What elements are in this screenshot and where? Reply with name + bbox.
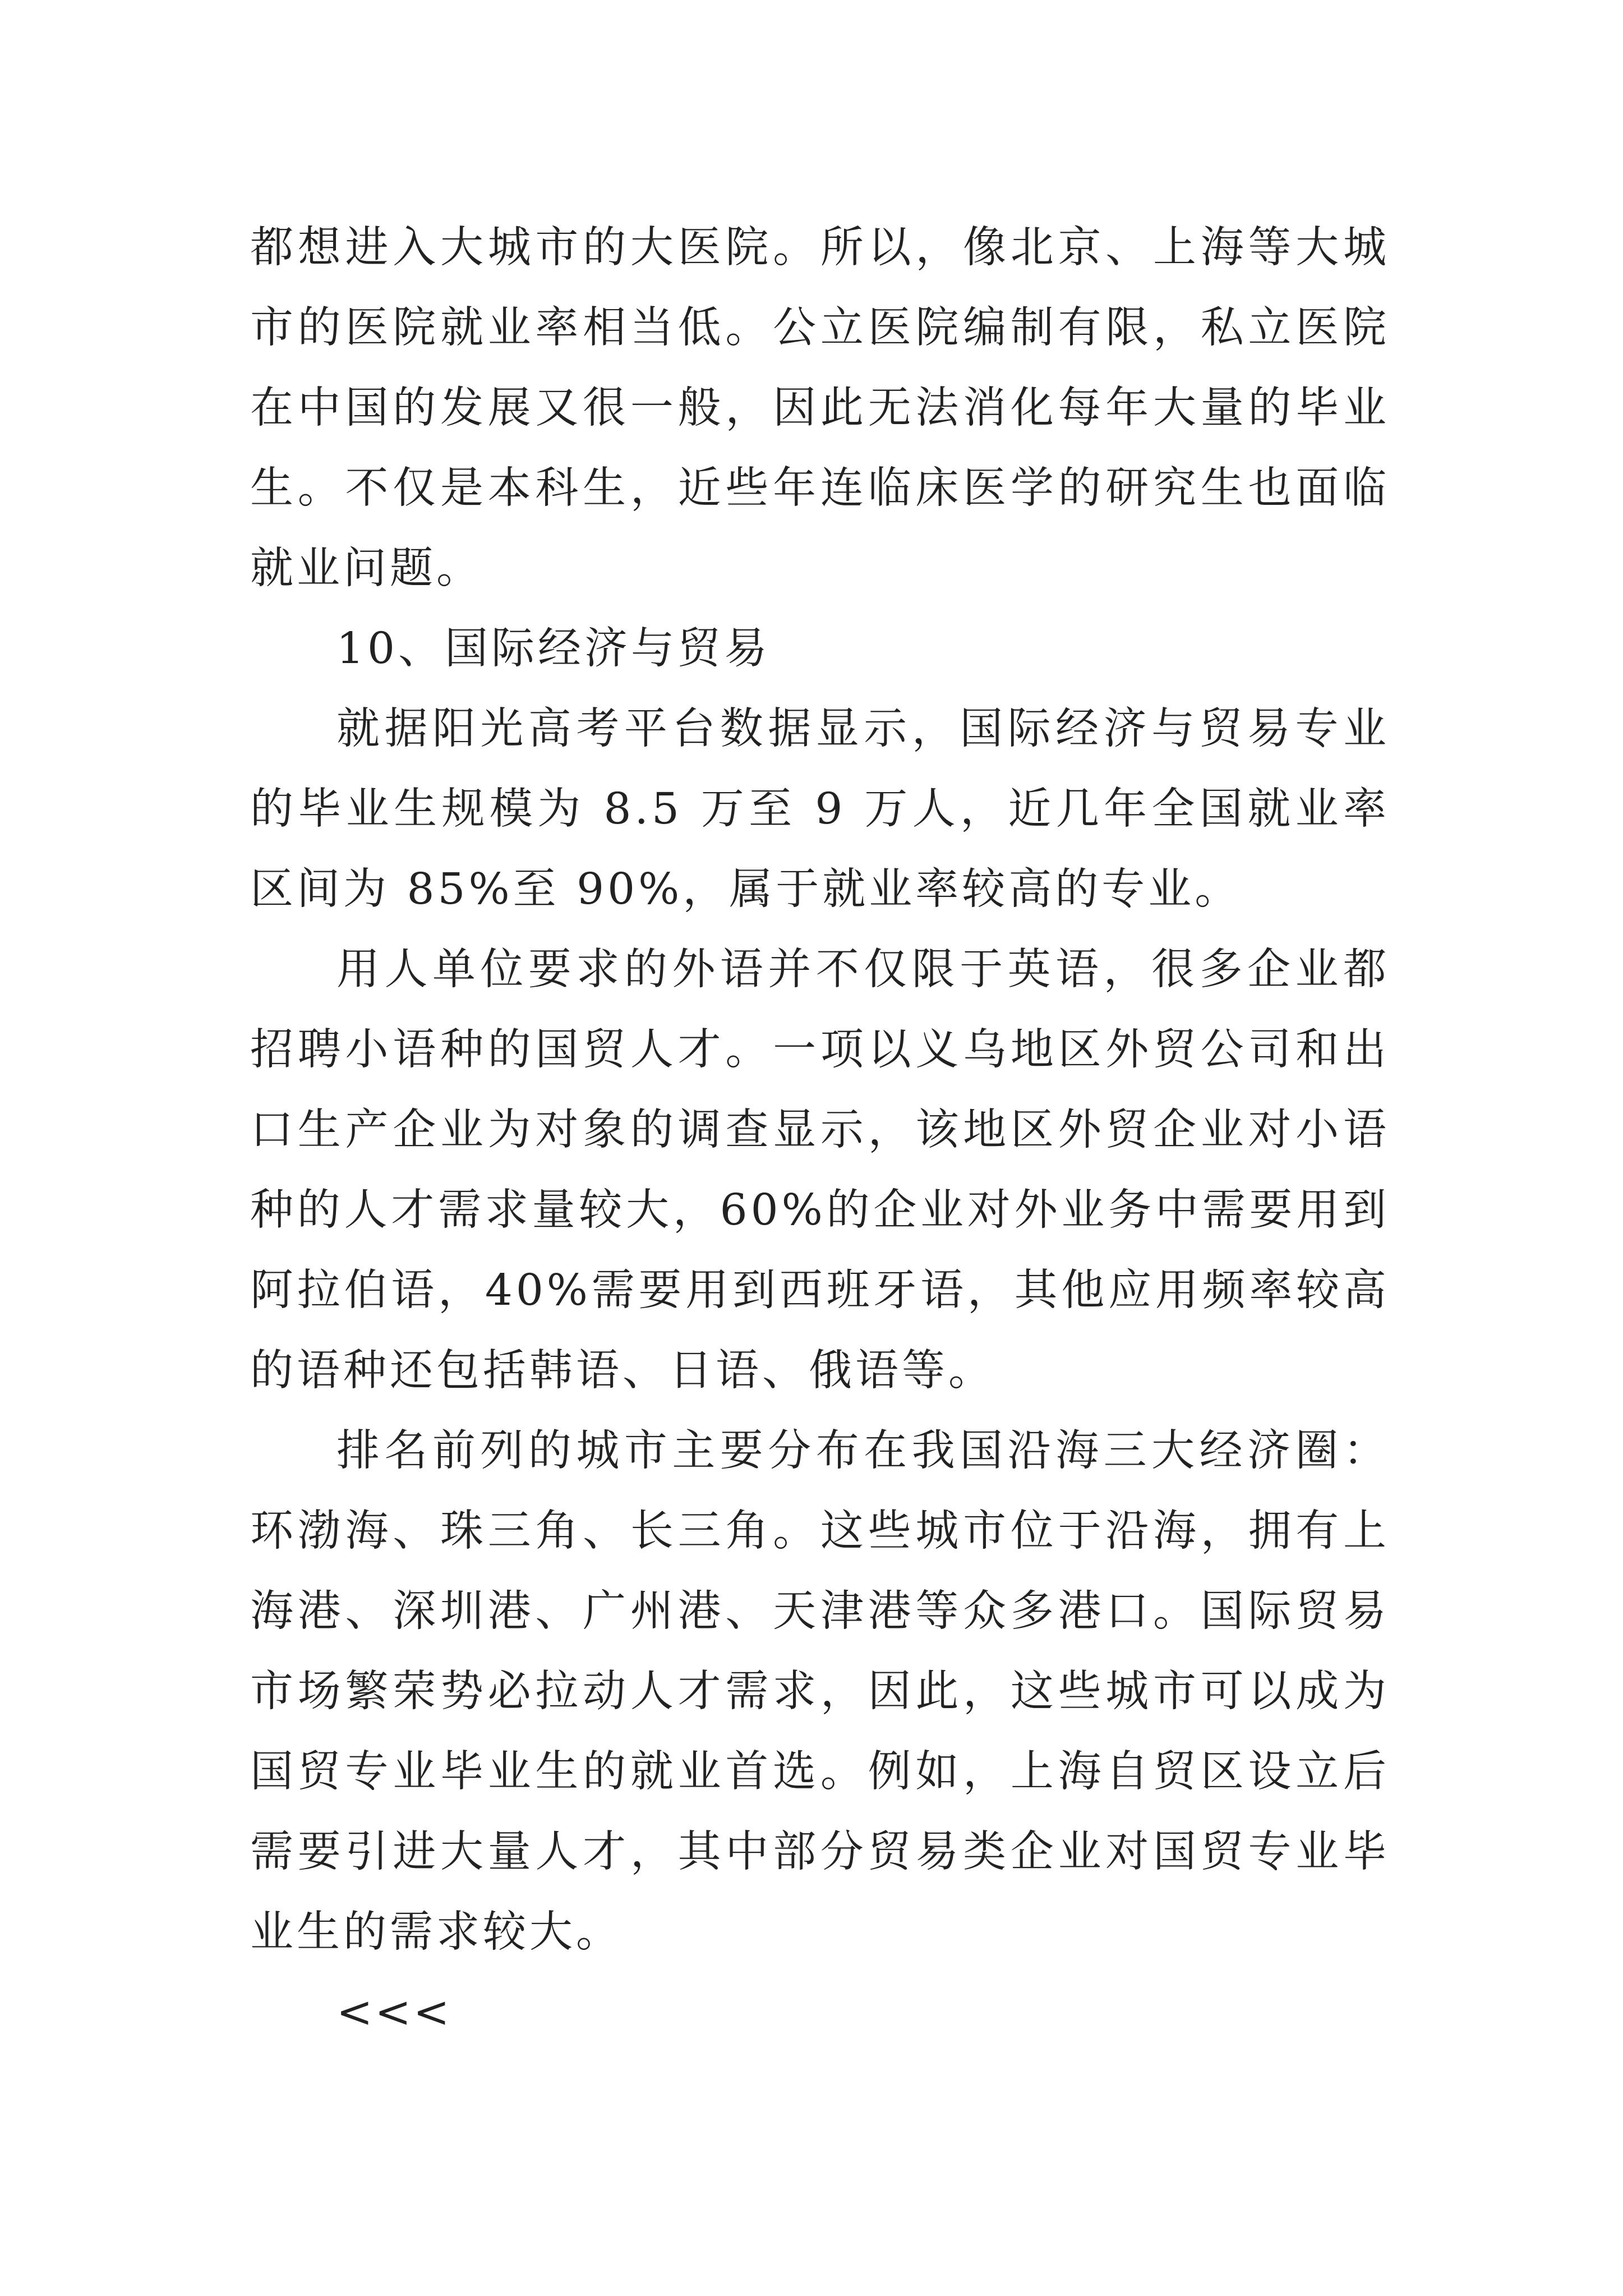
back-link[interactable]: <<< bbox=[336, 1987, 452, 2037]
paragraph-foreign-languages: 用人单位要求的外语并不仅限于英语，很多企业都招聘小语种的国贸人才。一项以义乌地区外贸公司和出口生产企业为对象的调查显示，该地区外贸企业对小语种的人才需求量较大，60%的企业对外业务中需要用到阿拉伯语，40%需要用到西班牙语，其他应用频率较高的语种还包括韩语、日语、俄语等。 bbox=[250, 945, 1390, 1396]
paragraph-coastal-cities: 排名前列的城市主要分布在我国沿海三大经济圈：环渤海、珠三角、长三角。这些城市位于沿海，拥有上海港、深圳港、广州港、天津港等众多港口。国际贸易市场繁荣势必拉动人才需求，因此，这些城市可以成为国贸专业毕业生的就业首选。例如，上海自贸区设立后需要引进大量人才，其中部分贸易类企业对国贸专业毕业生的需求较大。 bbox=[250, 1426, 1390, 1957]
paragraph-employment-stats: 就据阳光高考平台数据显示，国际经济与贸易专业的毕业生规模为 8.5 万至 9 万人，近几年全国就业率区间为 85%至 90%，属于就业率较高的专业。 bbox=[250, 704, 1390, 914]
paragraph-continuation: 都想进入大城市的大医院。所以，像北京、上海等大城市的医院就业率相当低。公立医院编制有限，私立医院在中国的发展又很一般，因此无法消化每年大量的毕业生。不仅是本科生，近些年连临床医学的研究生也面临就业问题。 bbox=[250, 223, 1390, 593]
document-body bbox=[250, 208, 1390, 2053]
section-heading: 10、国际经济与贸易 bbox=[336, 624, 771, 674]
